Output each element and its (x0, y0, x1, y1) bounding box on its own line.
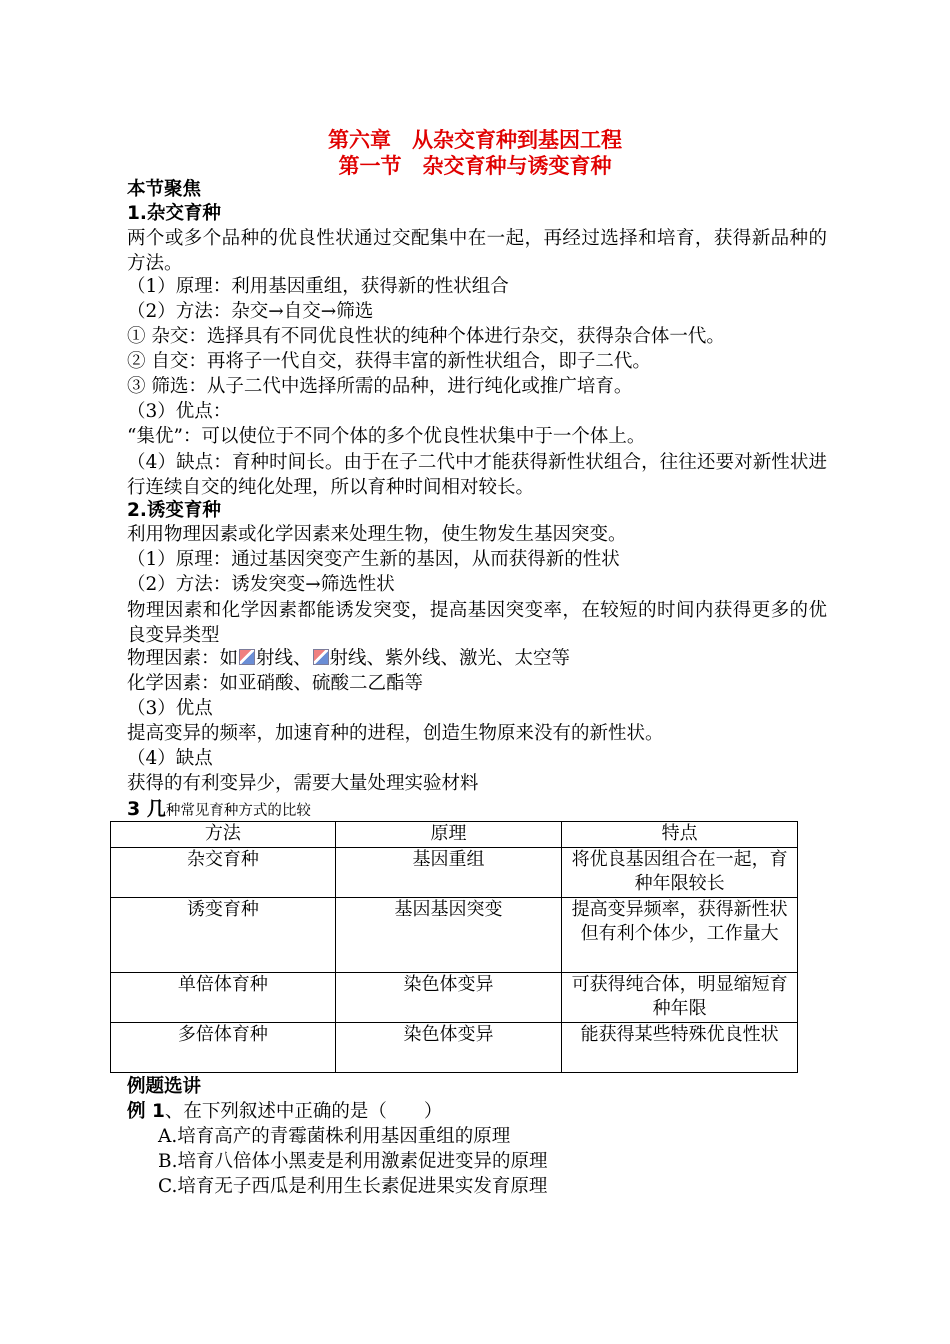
table-header-cell: 原理 (335, 822, 562, 848)
table-cell: 多倍体育种 (111, 1023, 336, 1073)
table-cell: 将优良基因组合在一起，育种年限较长 (562, 848, 798, 898)
table-row (111, 973, 798, 1023)
mutation-principle: （1）原理：通过基因突变产生新的基因，从而获得新的性状 (127, 549, 620, 570)
broken-image-icon (239, 649, 255, 665)
comparison-heading (127, 797, 311, 823)
physical-mid: 射线、 (256, 648, 312, 669)
mutation-factors-note: 物理因素和化学因素都能诱发突变，提高基因突变率，在较短的时间内获得更多的优良变异类型 (127, 600, 827, 646)
chemical-factors: 化学因素：如亚硝酸、硫酸二乙酯等 (127, 673, 424, 694)
mutation-disadvantage-label: （4）缺点 (127, 748, 213, 769)
example-question-stem: 、在下列叙述中正确的是（ ） (164, 1101, 443, 1122)
chapter-title: 第六章 从杂交育种到基因工程 (328, 128, 622, 152)
physical-suffix: 射线、紫外线、激光、太空等 (329, 648, 571, 669)
hybrid-method: （2）方法：杂交→自交→筛选 (127, 301, 374, 322)
broken-image-icon (313, 649, 329, 665)
hybrid-step-3: ③ 筛选：从子二代中选择所需的品种，进行纯化或推广培育。 (127, 376, 633, 397)
physical-prefix: 物理因素：如 (127, 648, 239, 669)
table-cell: 染色体变异 (335, 1023, 562, 1073)
table-header-cell: 方法 (111, 822, 336, 848)
mutation-definition: 利用物理因素或化学因素来处理生物，使生物发生基因突变。 (127, 524, 627, 545)
examples-heading: 例题选讲 (127, 1076, 202, 1097)
hybrid-definition: 两个或多个品种的优良性状通过交配集中在一起，再经过选择和培育，获得新品种的方法。 (127, 228, 827, 274)
hybrid-step-2: ② 自交：再将子一代自交，获得丰富的新性状组合，即子二代。 (127, 351, 651, 372)
hybrid-step-1: ① 杂交：选择具有不同优良性状的纯种个体进行杂交，获得杂合体一代。 (127, 326, 725, 347)
physical-factors (127, 647, 570, 671)
table-cell: 基因基因突变 (335, 898, 562, 973)
table-header-cell: 特点 (562, 822, 798, 848)
focus-heading: 本节聚焦 (127, 179, 202, 200)
table-cell: 诱变育种 (111, 898, 336, 973)
option-c: C.培育无子西瓜是利用生长素促进果实发育原理 (158, 1176, 548, 1197)
mutation-advantage-label: （3）优点 (127, 698, 213, 719)
mutation-advantage: 提高变异的频率，加速育种的进程，创造生物原来没有的新性状。 (127, 723, 664, 744)
table-cell: 基因重组 (335, 848, 562, 898)
hybrid-advantage: “集优”：可以使位于不同个体的多个优良性状集中于一个体上。 (127, 426, 646, 447)
comparison-table (110, 821, 798, 1073)
section-title: 第一节 杂交育种与诱变育种 (338, 154, 612, 178)
hybrid-heading: 1.杂交育种 (127, 203, 221, 224)
hybrid-advantage-label: （3）优点： (127, 401, 232, 422)
table-row (111, 848, 798, 898)
comparison-heading-text: 种常见育种方式的比较 (165, 803, 311, 819)
table-cell: 染色体变异 (335, 973, 562, 1023)
comparison-heading-number: 3 几 (127, 798, 166, 820)
table-row (111, 1023, 798, 1073)
hybrid-disadvantage: （4）缺点：育种时间长。由于在子二代中才能获得新性状组合，往往还要对新性状进行连续自交的纯化处理，所以育种时间相对较长。 (127, 452, 827, 498)
table-cell: 杂交育种 (111, 848, 336, 898)
option-b: B.培育八倍体小黑麦是利用激素促进变异的原理 (158, 1151, 548, 1172)
example-question-1 (127, 1100, 442, 1124)
hybrid-principle: （1）原理：利用基因重组，获得新的性状组合 (127, 276, 509, 297)
option-a: A.培育高产的青霉菌株利用基因重组的原理 (158, 1126, 511, 1147)
table-cell: 能获得某些特殊优良性状 (562, 1023, 798, 1073)
table-cell: 可获得纯合体，明显缩短育种年限 (562, 973, 798, 1023)
table-cell: 提高变异频率，获得新性状但有利个体少，工作量大 (562, 898, 798, 973)
mutation-method: （2）方法：诱发突变→筛选性状 (127, 574, 395, 595)
table-cell: 单倍体育种 (111, 973, 336, 1023)
mutation-heading: 2.诱变育种 (127, 500, 221, 521)
mutation-disadvantage: 获得的有利变异少，需要大量处理实验材料 (127, 773, 479, 794)
table-row (111, 898, 798, 973)
table-header-row (111, 822, 798, 848)
example-question-number: 例 1 (127, 1101, 165, 1122)
